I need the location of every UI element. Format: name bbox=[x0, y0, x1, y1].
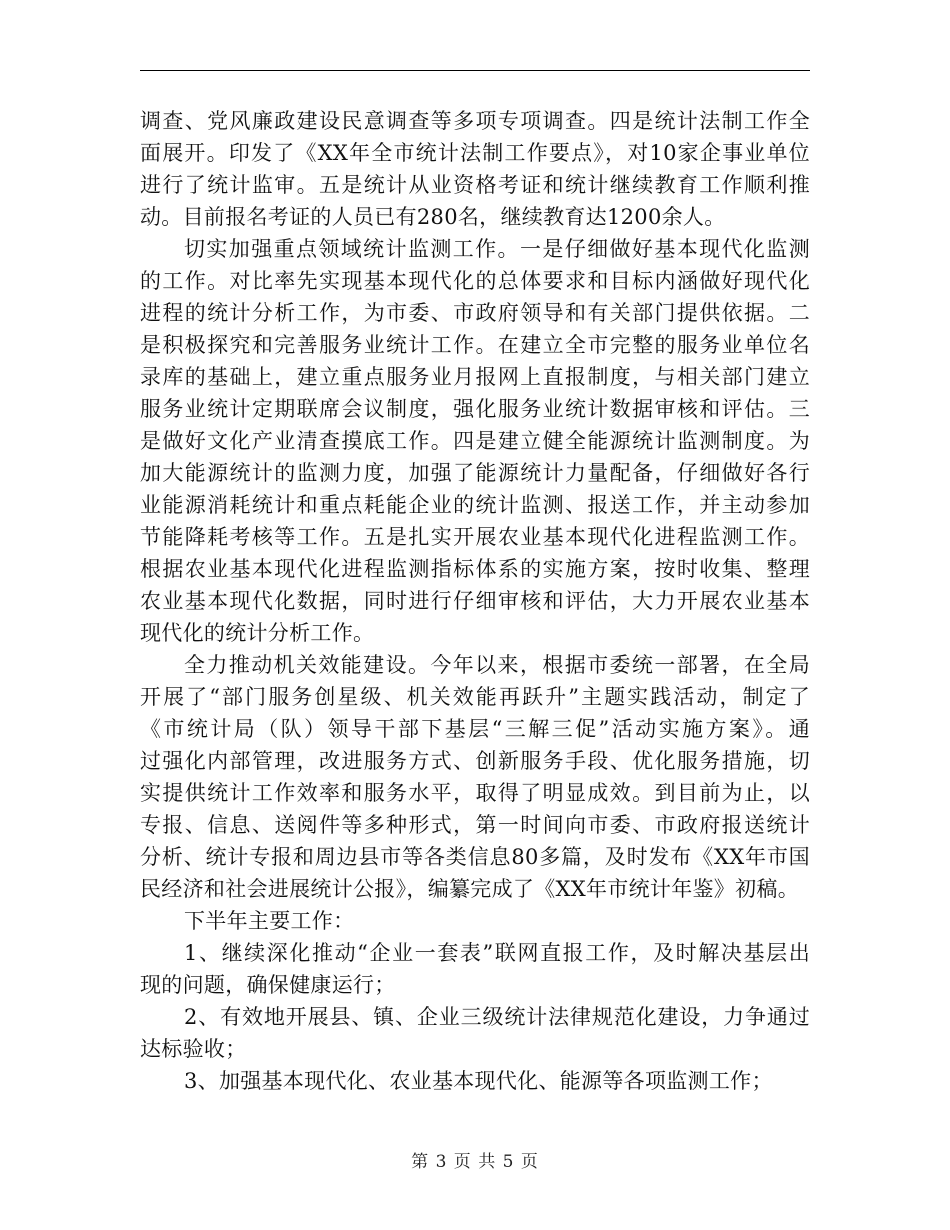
header-rule bbox=[140, 70, 810, 71]
text-line: 开展了“部门服务创星级、机关效能再跃升”主题实践活动，制定了 bbox=[140, 685, 810, 709]
text-line: 下半年主要工作： bbox=[184, 909, 355, 933]
text-line: 服务业统计定期联席会议制度，强化服务业统计数据审核和评估。三 bbox=[140, 397, 810, 421]
page-number-footer: 第 3 页 共 5 页 bbox=[411, 1152, 539, 1172]
text-line: 的工作。对比率先实现基本现代化的总体要求和目标内涵做好现代化 bbox=[140, 269, 810, 293]
text-line: 2、有效地开展县、镇、企业三级统计法律规范化建设，力争通过 bbox=[184, 1005, 810, 1029]
paragraph bbox=[140, 937, 810, 1001]
text-line: 实提供统计工作效率和服务水平，取得了明显成效。到目前为止，以 bbox=[140, 781, 810, 805]
text-line: 节能降耗考核等工作。五是扎实开展农业基本现代化进程监测工作。 bbox=[140, 525, 810, 549]
paragraph bbox=[140, 1001, 810, 1065]
paragraph bbox=[140, 649, 810, 905]
text-line: 专报、信息、送阅件等多种形式，第一时间向市委、市政府报送统计 bbox=[140, 813, 810, 837]
text-line: 全力推动机关效能建设。今年以来，根据市委统一部署，在全局 bbox=[184, 653, 810, 677]
paragraph bbox=[140, 905, 810, 937]
text-line: 1、继续深化推动“企业一套表”联网直报工作，及时解决基层出 bbox=[184, 941, 810, 965]
text-line: 达标验收； bbox=[140, 1037, 247, 1061]
text-line: 进程的统计分析工作，为市委、市政府领导和有关部门提供依据。二 bbox=[140, 301, 810, 325]
text-line: 根据农业基本现代化进程监测指标体系的实施方案，按时收集、整理 bbox=[140, 557, 810, 581]
text-line: 业能源消耗统计和重点耗能企业的统计监测、报送工作，并主动参加 bbox=[140, 493, 810, 517]
text-line: 录库的基础上，建立重点服务业月报网上直报制度，与相关部门建立 bbox=[140, 365, 810, 389]
text-line: 加大能源统计的监测力度，加强了能源统计力量配备，仔细做好各行 bbox=[140, 461, 810, 485]
text-line: 是做好文化产业清查摸底工作。四是建立健全能源统计监测制度。为 bbox=[140, 429, 810, 453]
text-line: 现代化的统计分析工作。 bbox=[140, 621, 375, 645]
text-line: 过强化内部管理，改进服务方式、创新服务手段、优化服务措施，切 bbox=[140, 749, 810, 773]
text-line: 《市统计局（队）领导干部下基层“三解三促”活动实施方案》。通 bbox=[140, 717, 810, 741]
text-line: 切实加强重点领域统计监测工作。一是仔细做好基本现代化监测 bbox=[184, 237, 810, 261]
document-body bbox=[140, 105, 810, 1097]
text-line: 现的问题，确保健康运行； bbox=[140, 973, 396, 997]
paragraph bbox=[140, 1065, 810, 1097]
text-line: 3、加强基本现代化、农业基本现代化、能源等各项监测工作； bbox=[184, 1069, 773, 1093]
text-line: 调查、党风廉政建设民意调查等多项专项调查。四是统计法制工作全 bbox=[140, 109, 810, 133]
text-line: 进行了统计监审。五是统计从业资格考证和统计继续教育工作顺利推 bbox=[140, 173, 810, 197]
text-line: 分析、统计专报和周边县市等各类信息80多篇，及时发布《XX年市国 bbox=[140, 845, 810, 869]
text-line: 农业基本现代化数据，同时进行仔细审核和评估，大力开展农业基本 bbox=[140, 589, 810, 613]
paragraph bbox=[140, 233, 810, 649]
paragraph bbox=[140, 105, 810, 233]
text-line: 民经济和社会进展统计公报》，编纂完成了《XX年市统计年鉴》初稿。 bbox=[140, 877, 799, 901]
text-line: 是积极探究和完善服务业统计工作。在建立全市完整的服务业单位名 bbox=[140, 333, 810, 357]
text-line: 动。目前报名考证的人员已有280名，继续教育达1200余人。 bbox=[140, 205, 726, 229]
text-line: 面展开。印发了《XX年全市统计法制工作要点》，对10家企事业单位 bbox=[140, 141, 810, 165]
